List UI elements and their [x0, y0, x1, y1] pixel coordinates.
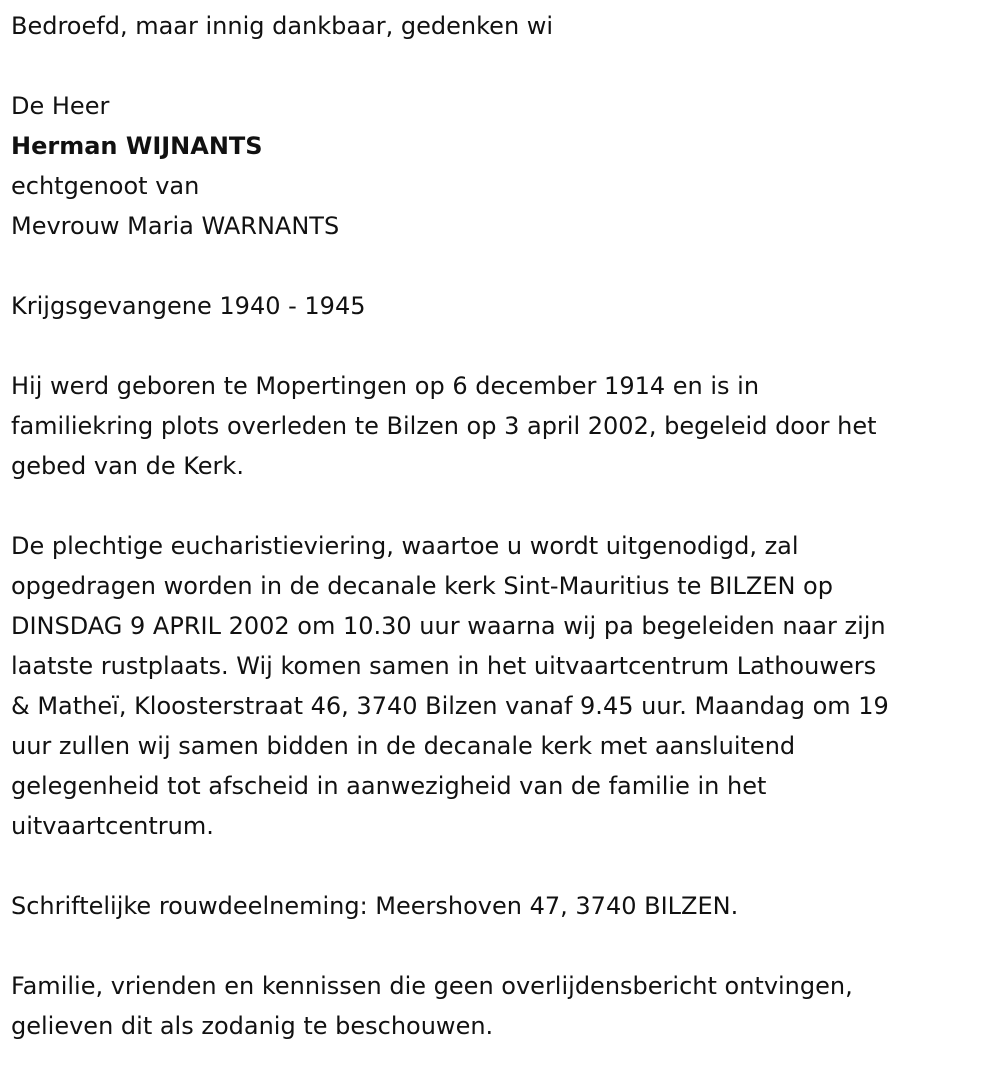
- spacer: [11, 246, 991, 286]
- spacer: [11, 926, 991, 966]
- closing-paragraph: [11, 966, 991, 1046]
- paragraph-line: & Matheï, Kloosterstraat 46, 3740 Bilzen vanaf 9.45 uur. Maandag om 19: [11, 692, 889, 720]
- paragraph-line: gelegenheid tot afscheid in aanwezigheid van de familie in het: [11, 772, 767, 800]
- paragraph-line: laatste rustplaats. Wij komen samen in het uitvaartcentrum Lathouwers: [11, 652, 877, 680]
- spacer: [11, 486, 991, 526]
- paragraph-line: uur zullen wij samen bidden in de decanale kerk met aansluitend: [11, 732, 796, 760]
- opening-line: Bedroefd, maar innig dankbaar, gedenken wi: [11, 12, 554, 40]
- condolence-address: Schriftelijke rouwdeelneming: Meershoven 47, 3740 BILZEN.: [11, 892, 739, 920]
- spacer: [11, 326, 991, 366]
- paragraph-line: uitvaartcentrum.: [11, 812, 214, 840]
- paragraph-line: gelieven dit als zodanig te beschouwen.: [11, 1012, 494, 1040]
- paragraph-line: familiekring plots overleden te Bilzen op 3 april 2002, begeleid door het: [11, 412, 877, 440]
- paragraph-line: Familie, vrienden en kennissen die geen overlijdensbericht ontvingen,: [11, 972, 853, 1000]
- paragraph-line: opgedragen worden in de decanale kerk Sint-Mauritius te BILZEN op: [11, 572, 833, 600]
- paragraph-line: Hij werd geboren te Mopertingen op 6 december 1914 en is in: [11, 372, 760, 400]
- spacer: [11, 46, 991, 86]
- spouse-name: Mevrouw Maria WARNANTS: [11, 212, 340, 240]
- funeral-paragraph: [11, 526, 991, 846]
- birth-death-paragraph: [11, 366, 991, 486]
- honor-title: Krijgsgevangene 1940 - 1945: [11, 292, 366, 320]
- deceased-name: Herman WIJNANTS: [11, 132, 263, 160]
- relation-line: echtgenoot van: [11, 172, 200, 200]
- spacer: [11, 846, 991, 886]
- paragraph-line: De plechtige eucharistieviering, waartoe u wordt uitgenodigd, zal: [11, 532, 799, 560]
- honorific: De Heer: [11, 92, 110, 120]
- paragraph-line: gebed van de Kerk.: [11, 452, 244, 480]
- obituary-notice: [11, 6, 991, 1046]
- paragraph-line: DINSDAG 9 APRIL 2002 om 10.30 uur waarna wij pa begeleiden naar zijn: [11, 612, 886, 640]
